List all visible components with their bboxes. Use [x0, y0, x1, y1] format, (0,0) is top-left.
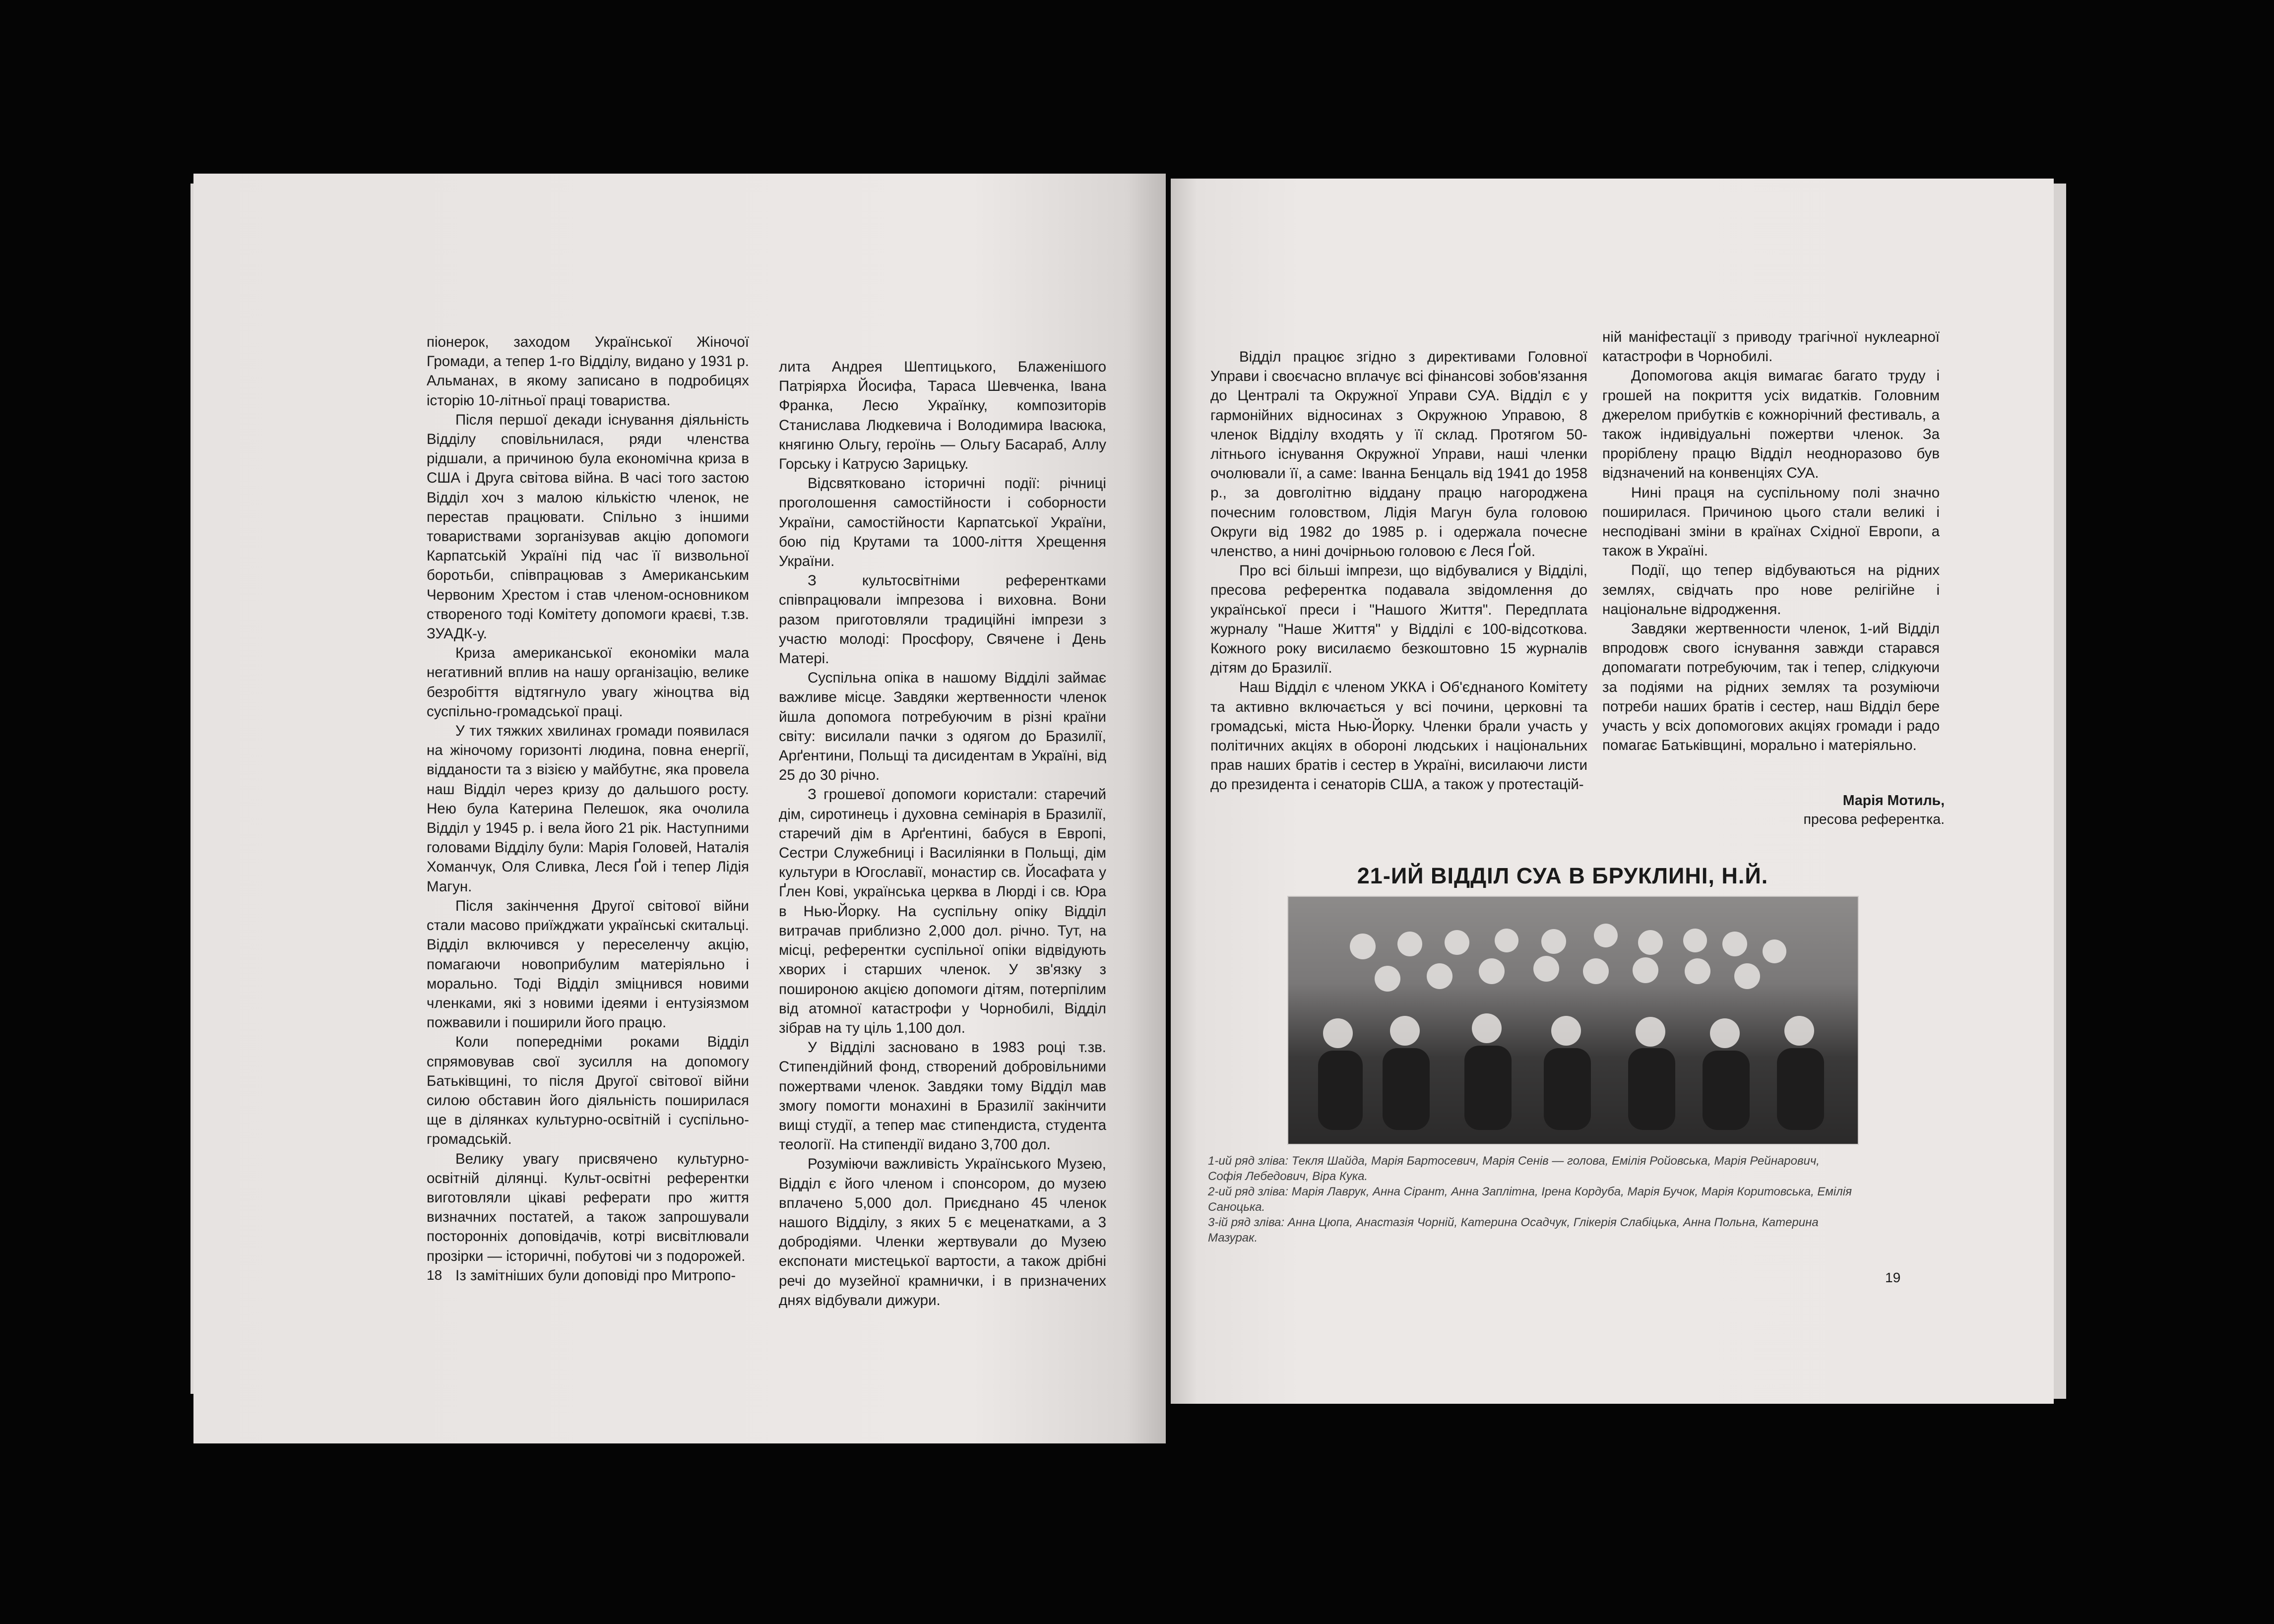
- left-page: [193, 174, 1166, 1443]
- paragraph: Завдяки жертвенности членок, 1-ий Відділ впродовж свого існування завжди старався допомагати потребуючим, так і тепер, слідкуючи за подіями на рідних землях та розуміючи потреби наших братів і сестер, наш Відділ бере участь у всіх допомогових акціях громади і радо помагає Батьківщині, морально і матеріяльно.: [1602, 621, 1940, 754]
- right-page: [1171, 179, 2054, 1404]
- page-number-right: 19: [1885, 1270, 1901, 1285]
- paragraph: Розуміючи важливість Українського Музею, Відділ є його членом і спонсором, до музею вплачено 5,000 дол. Приєднано 45 членок нашого Відділу, з яких 5 є меценатками, а 3 добродіями. Членки жертвували до Музею експонати мистецької вартости, а також дрібні речі до музейної крамнички, і в призначених днях відбували дижури.: [779, 1156, 1106, 1309]
- paragraph: У тих тяжких хвилинах громади появилася на жіночому горизонті людина, повна енергії, відданости та з візією у майбутнє, яка провела наш Відділ через кризу до дальшого росту. Нею була Катерина Пелешок, яка очолила Відділ у 1945 р. і вела його 21 рік. Наступними головами Відділу були: Марія Головей, Наталія Хоманчук, Оля Сливка, Леся Ґой і тепер Лідія Магун.: [427, 723, 749, 895]
- paragraph: Велику увагу присвячено культурно-освітній ділянці. Культ-освітні референтки виготовляли цікаві реферати про життя визначних постатей, а також запрошували посторонніх доповідачів, котрі висвітлювали прозірки — історичні, побутові чи з подорожей.: [427, 1150, 749, 1264]
- paragraph: Відділ працює згідно з директивами Головної Управи і своєчасно вплачує всі фінансові зобов'язання до Централі та Окружної Управи СУА. Відділ є у гармонійних відносинах з Окружною Управою, 8 членок Відділу входять у її склад. Протягом 50-літнього існування Окружної Управи, наші членки очолювали її, а саме: Іванна Бенцаль від 1941 до 1958 р., за довголітню віддану працю нагороджена почесним головством, Лідія Магун була головою Округи від 1982 до 1985 р. і одержала почесне членство, а нині дочірньою головою є Леся Ґой.: [1210, 349, 1587, 560]
- paragraph: Події, що тепер відбуваються на рідних землях, свідчать про нове релігійне і національне відродження.: [1602, 562, 1940, 618]
- paragraph: У Відділі засновано в 1983 році т.зв. Стипендійний фонд, створений добровільними пожертвами членок. Завдяки тому Відділ мав змогу помогти монахині в Бразилії закінчити вищі студії, а тепер має стипендиста, студента теології. На стипендії видано 3,700 дол.: [779, 1039, 1106, 1153]
- paragraph: Допомогова акція вимагає багато труду і грошей на покриття усіх видатків. Головним джерелом прибутків є кожнорічний фестиваль, а також індивідуальні пожертви членок. За проріблену працю Відділ неодноразово був відзначений на конвенціях СУА.: [1602, 368, 1940, 482]
- caption-row-3: 3-ій ряд зліва: Анна Цюпа, Анастазія Чорній, Катерина Осадчук, Глікерія Слабіцька, Анна Польна, Катерина Мазурак.: [1208, 1216, 1819, 1245]
- paragraph: Коли попередніми роками Відділ спрямовував свої зусилля на допомогу Батьківщині, то після Другої світової війни силою обставин його діяльність поширилася ще в ділянках культурно-освітній і суспільно-громадській.: [427, 1034, 749, 1148]
- photo-caption: [1208, 1153, 1853, 1246]
- paragraph: Криза американської економіки мала негативний вплив на нашу організацію, велике безробіття відтягнуло увагу жіноцтва від суспільно-громадської праці.: [427, 645, 749, 720]
- paragraph: піонерок, заходом Української Жіночої Громади, а тепер 1-го Відділу, видано у 1931 р. Альманах, в якому записано в подробицях історію 10-літньої праці товариства.: [427, 334, 749, 409]
- paragraph: Відсвятковано історичні події: річниці проголошення самостійности і соборности України, самостійности Карпатської України, бою під Крутами та 1000-ліття Хрещення України.: [779, 475, 1106, 570]
- paragraph: Із замітніших були доповіді про Митропо-: [455, 1267, 736, 1284]
- author-role: пресова референтка.: [1803, 812, 1945, 827]
- author-name: Марія Мотиль,: [1842, 793, 1945, 809]
- paragraph: Нині праця на суспільному полі значно поширилася. Причиною цього стали великі і несподівані зміни в країнах Східної Европи, а також в Україні.: [1602, 484, 1940, 560]
- paragraph: Наш Відділ є членом УККА і Об'єднаного Комітету та активно включається у всі почини, церковні та громадські, міста Нью-Йорку. Членки брали участь у політичних акціях в обороні людських і національних прав наших братів і сестер в Україні, висилаючи листи до президента і сенаторів США, а також у протестацій-: [1210, 679, 1587, 793]
- paragraph: ній маніфестації з приводу трагічної нуклеарної катастрофи в Чорнобилі.: [1602, 329, 1940, 365]
- paragraph: Про всі більші імпрези, що відбувалися у Відділі, пресова референтка подавала звідомлення до української преси і "Нашого Життя". Передплата журналу "Наше Життя" у Відділі є 100-відсоткова. Кожного року висилаємо безкоштовно 15 журналів дітям до Бразилії.: [1210, 562, 1587, 677]
- right-page-column-2: [1602, 327, 1940, 755]
- paragraph: Після закінчення Другої світової війни стали масово приїжджати українські скитальці. Відділ включився у переселенчу акцію, помагаючи новоприбулим матеріяльно і морально. Тоді Відділ зміцнився новими членками, які з новими ідеями і ентузіязмом пожвавили і поширили його працю.: [427, 897, 749, 1031]
- page-number-left: 18: [427, 1267, 442, 1283]
- photo-headline: 21-ИЙ ВІДДІЛ СУА В БРУКЛИНІ, Н.Й.: [1357, 863, 1769, 888]
- paragraph: Після першої декади існування діяльність Відділу сповільнилася, ряди членства рідшали, а причиною була економічна криза в США і Друга світова війна. В часі того застою Відділ хоч з малою кількістю членок, не перестав працювати. Спільно з іншими товариствами зорганізував акцію допомоги Карпатській Україні під час її визвольної боротьби, співпрацював з Американським Червоним Хрестом і став членом-основником створеного тоді Комітету допомоги краєві, т.зв. ЗУАДК-у.: [427, 411, 749, 642]
- left-page-column-1: [427, 332, 749, 1285]
- paragraph: З грошевої допомоги користали: старечий дім, сиротинець і духовна семінарія в Бразилії, старечий дім в Арґентині, бабуся в Европі, Сестри Служебниці і Василіянки в Польщі, дім культури в Югославії, монастир св. Йосафата у Ґлен Кові, українська церква в Люрді і св. Юра в Нью-Йорку. На суспільну опіку Відділ витрачав приблизно 2,000 дол. річно. Тут, на місці, референтки суспільної опіки відвідують хворих і старших членок. У зв'язку з пошироною акцією допомоги дітям, потерпілим від атомної катастрофи у Чорнобилі, Відділ зібрав на ту ціль 1,100 дол.: [779, 786, 1106, 1036]
- caption-row-1: 1-ий ряд зліва: Текля Шайда, Марія Бартосевич, Марія Сенів — голова, Емілія Ройовська, Марія Рейнарович, Софія Лебедович, Віра Кука.: [1208, 1154, 1820, 1183]
- paragraph: З культосвітніми референтками співпрацювали імпрезова і виховна. Вони разом приготовляли традиційні імпрези з участю молоді: Просфору, Свячене і День Матері.: [779, 572, 1106, 667]
- caption-row-2: 2-ий ряд зліва: Марія Лаврук, Анна Сірант, Анна Заплітна, Ірена Кордуба, Марія Бучок, Марія Коритовська, Емілія Саноцька.: [1208, 1185, 1852, 1214]
- paragraph: Суспільна опіка в нашому Відділі займає важливе місце. Завдяки жертвенности членок йшла допомога потребуючим в різні країни світу: висилали пачки з одягом до Бразилії, Арґентини, Польщі та дисидентам в Україні, від 25 до 30 річно.: [779, 670, 1106, 784]
- left-page-column-2: [779, 357, 1106, 1310]
- group-photo: [1287, 896, 1859, 1145]
- signature-block: [1667, 791, 1945, 829]
- paragraph: лита Андрея Шептицького, Блаженішого Патріярха Йосифа, Тараса Шевченка, Івана Франка, Лесю Українку, композиторів Станислава Людкевича і Володимира Івасюка, княгиню Ольгу, героїнь — Ольгу Басараб, Аллу Горську і Катрусю Зарицьку.: [779, 359, 1106, 473]
- open-book: [193, 169, 2069, 1453]
- right-page-column-1: [1210, 347, 1587, 795]
